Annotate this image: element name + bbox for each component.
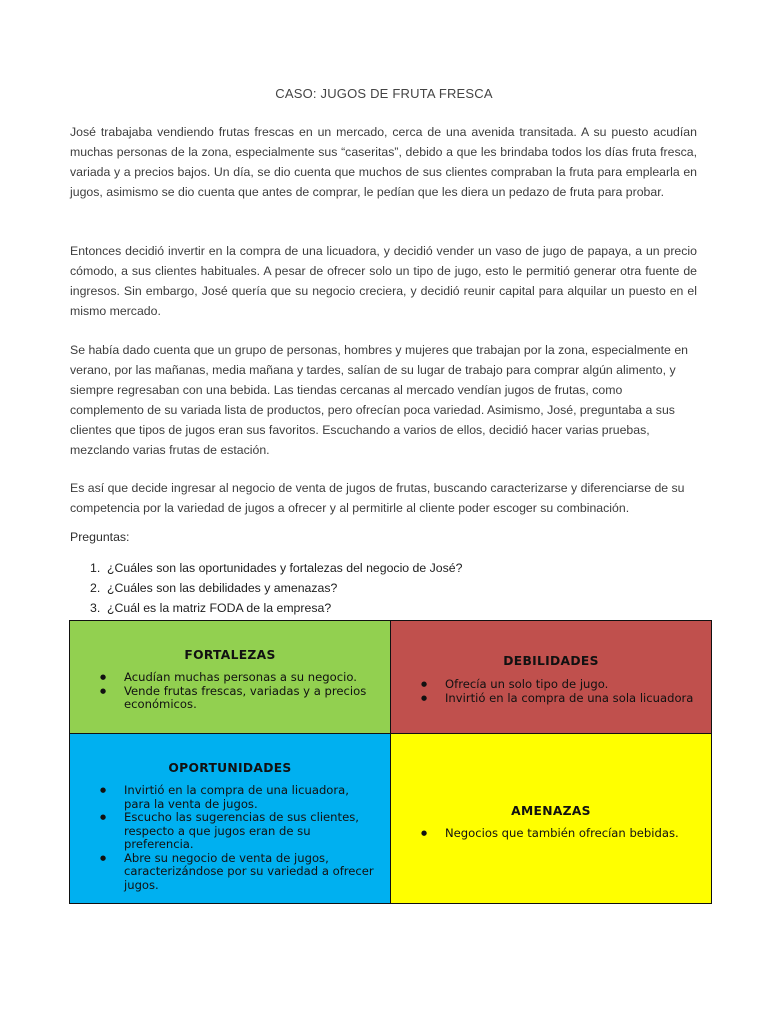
amenazas-title: AMENAZAS bbox=[511, 804, 591, 818]
fortalezas-item: ● Acudían muchas personas a su negocio. bbox=[100, 671, 370, 685]
document-title: CASO: JUGOS DE FRUTA FRESCA bbox=[275, 86, 493, 101]
paragraph-3: Se había dado cuenta que un grupo de personas, hombres y mujeres que trabajan por la zona, especialmente en verano, por las mañanas, media mañana y tardes, salían de su lugar de trabajo para comprar algún alimento, y siempre regresaban con una bebida. Las tiendas cercanas al mercado vendían jugos de frutas, como complemento de su variada lista de productos, pero ofrecían poca variedad. Asimismo, José, preguntaba a sus clientes que tipos de jugos eran sus favoritos. Escuchando a varios de ellos, decidió hacer varias pruebas, mezclando varias frutas de estación. bbox=[70, 343, 688, 457]
fortalezas-item: ● Vende frutas frescas, variadas y a precios económicos. bbox=[100, 685, 370, 712]
paragraph-1: José trabajaba vendiendo frutas frescas en un mercado, cerca de una avenida transitada. A su puesto acudían muchas personas de la zona, especialmente sus “caseritas”, debido a que les brindaba todos los días fruta fresca, variada y a precios bajos. Un día, se dio cuenta que muchos de sus clientes compraban la fruta para emplearla en jugos, asimismo se dio cuenta que antes de comprar, le pedían que les diera un pedazo de fruta para probar. bbox=[70, 125, 697, 199]
question-number: 2. bbox=[90, 581, 101, 595]
oportunidades-item: ● Invirtió en la compra de una licuadora, para la venta de jugos. bbox=[100, 784, 378, 811]
questions-list bbox=[70, 558, 690, 618]
paragraph-4: Es así que decide ingresar al negocio de venta de jugos de frutas, buscando caracterizarse y diferenciarse de su competencia por la variedad de jugos a ofrecer y al permitirle al cliente poder escoger su combinación. bbox=[70, 481, 685, 515]
oportunidades-list bbox=[100, 784, 378, 892]
debilidades-title: DEBILIDADES bbox=[503, 654, 599, 668]
question-text: ¿Cuál es la matriz FODA de la empresa? bbox=[107, 601, 332, 615]
question-number: 3. bbox=[90, 601, 101, 615]
oportunidades-item: ● Escucho las sugerencias de sus clientes, respecto a que jugos eran de su preferencia. bbox=[100, 811, 378, 852]
question-number: 1. bbox=[90, 561, 101, 575]
question-item bbox=[70, 598, 690, 618]
debilidades-item: ● Ofrecía un solo tipo de jugo. bbox=[421, 678, 706, 692]
debilidades-item: ● Invirtió en la compra de una sola licuadora bbox=[421, 692, 706, 706]
question-item bbox=[70, 558, 690, 578]
amenazas-cell bbox=[391, 734, 711, 903]
oportunidades-title: OPORTUNIDADES bbox=[168, 761, 292, 775]
fortalezas-list bbox=[100, 671, 370, 712]
questions-label: Preguntas: bbox=[70, 530, 130, 544]
question-text: ¿Cuáles son las oportunidades y fortalezas del negocio de José? bbox=[107, 561, 463, 575]
amenazas-item: ● Negocios que también ofrecían bebidas. bbox=[421, 827, 706, 841]
question-item bbox=[70, 578, 690, 598]
paragraph-2: Entonces decidió invertir en la compra de una licuadora, y decidió vender un vaso de jugo de papaya, a un precio cómodo, a sus clientes habituales. A pesar de ofrecer solo un tipo de jugo, esto le permitió generar otra fuente de ingresos. Sin embargo, José quería que su negocio creciera, y decidió reunir capital para alquilar un puesto en el mismo mercado. bbox=[70, 244, 697, 318]
debilidades-list bbox=[421, 678, 706, 705]
oportunidades-cell bbox=[70, 734, 391, 903]
question-text: ¿Cuáles son las debilidades y amenazas? bbox=[107, 581, 338, 595]
debilidades-cell bbox=[391, 621, 711, 734]
fortalezas-cell bbox=[70, 621, 391, 734]
amenazas-list bbox=[421, 827, 706, 841]
oportunidades-item: ● Abre su negocio de venta de jugos, caracterizándose por su variedad a ofrecer jugos. bbox=[100, 852, 378, 893]
fortalezas-title: FORTALEZAS bbox=[184, 648, 276, 662]
foda-matrix bbox=[69, 620, 712, 904]
